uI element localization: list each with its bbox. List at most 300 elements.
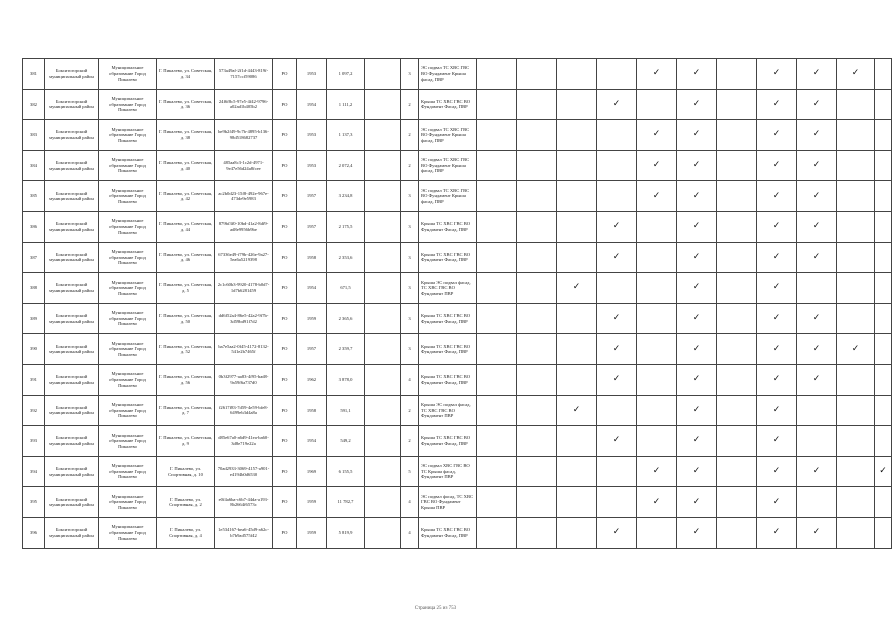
floors-cell: 4 bbox=[401, 487, 419, 518]
blank-cell bbox=[365, 426, 401, 457]
work-type-cell bbox=[797, 334, 837, 365]
check-mark-icon: ✓ bbox=[772, 343, 781, 354]
work-type-cell bbox=[677, 364, 717, 395]
fund-form-cell: РО bbox=[273, 242, 297, 273]
settlement-cell: Муниципальное образование Город Пикалево bbox=[99, 364, 157, 395]
housing-register-table bbox=[22, 58, 892, 549]
build-year-cell: 1957 bbox=[297, 181, 327, 212]
district-cell: Бокситогорский муниципальный район bbox=[45, 456, 99, 487]
check-mark-icon: ✓ bbox=[612, 221, 621, 232]
area-cell: 3 234,8 bbox=[327, 181, 365, 212]
work-type-cell bbox=[557, 517, 597, 548]
settlement-cell: Муниципальное образование Город Пикалево bbox=[99, 273, 157, 304]
work-type-cell bbox=[477, 211, 517, 242]
services-cell: Крыша ТС ХВС ГВС ВО Фундамент Фасад, ПВР bbox=[419, 517, 477, 548]
area-cell: 1 097,2 bbox=[327, 59, 365, 90]
area-cell: 2 353,6 bbox=[327, 242, 365, 273]
work-type-cell bbox=[717, 273, 757, 304]
check-mark-icon: ✓ bbox=[812, 251, 821, 262]
area-cell: 6 155,5 bbox=[327, 456, 365, 487]
fund-form-cell: РО bbox=[273, 181, 297, 212]
settlement-cell: Муниципальное образование Город Пикалево bbox=[99, 181, 157, 212]
services-cell: Крыша ТС ХВС ГВС ВО Фундамент Фасад, ПВР bbox=[419, 303, 477, 334]
settlement-cell: Муниципальное образование Город Пикалево bbox=[99, 89, 157, 120]
work-type-cell bbox=[677, 395, 717, 426]
blank-cell bbox=[365, 334, 401, 365]
build-year-cell: 1969 bbox=[297, 456, 327, 487]
address-cell: Г. Пикалево, ул. Советская, д. 46 bbox=[157, 242, 215, 273]
check-mark-icon: ✓ bbox=[772, 313, 781, 324]
work-type-cell bbox=[837, 181, 875, 212]
table-row bbox=[23, 211, 892, 242]
work-type-cell bbox=[557, 334, 597, 365]
check-mark-icon: ✓ bbox=[692, 466, 701, 477]
work-type-cell bbox=[597, 59, 637, 90]
work-type-cell bbox=[677, 487, 717, 518]
work-type-cell bbox=[797, 211, 837, 242]
work-type-cell bbox=[477, 59, 517, 90]
check-mark-icon: ✓ bbox=[772, 374, 781, 385]
work-type-cell bbox=[637, 89, 677, 120]
district-cell: Бокситогорский муниципальный район bbox=[45, 426, 99, 457]
work-type-cell bbox=[557, 211, 597, 242]
floors-cell: 2 bbox=[401, 426, 419, 457]
fund-form-cell: РО bbox=[273, 395, 297, 426]
work-type-cell bbox=[757, 181, 797, 212]
work-type-cell bbox=[677, 211, 717, 242]
check-mark-icon: ✓ bbox=[772, 160, 781, 171]
area-cell: 11 782,7 bbox=[327, 487, 365, 518]
row-number-cell: 384 bbox=[23, 150, 45, 181]
work-type-cell bbox=[797, 59, 837, 90]
check-mark-icon: ✓ bbox=[772, 251, 781, 262]
house-guid-cell: ba7e5aa2-0f45-4172-8132-541e2b7465f bbox=[215, 334, 273, 365]
blank-cell bbox=[365, 517, 401, 548]
settlement-cell: Муниципальное образование Город Пикалево bbox=[99, 120, 157, 151]
work-type-cell bbox=[597, 181, 637, 212]
work-type-cell bbox=[557, 120, 597, 151]
check-mark-icon: ✓ bbox=[812, 160, 821, 171]
work-type-cell bbox=[797, 242, 837, 273]
work-type-cell bbox=[637, 426, 677, 457]
check-mark-icon: ✓ bbox=[692, 68, 701, 79]
address-cell: Г. Пикалево, ул. Советская, д. 52 bbox=[157, 334, 215, 365]
services-cell: Крыша ТС ХВС ГВС ВО Фундамент Фасад, ПВР bbox=[419, 211, 477, 242]
address-cell: Г. Пикалево, ул. Спортивная, д. 10 bbox=[157, 456, 215, 487]
check-mark-icon: ✓ bbox=[692, 129, 701, 140]
floors-cell: 2 bbox=[401, 150, 419, 181]
work-type-cell bbox=[837, 59, 875, 90]
house-guid-cell: 24f6f8c5-97e5-4f42-9796-a02ad1b405b2 bbox=[215, 89, 273, 120]
work-type-cell bbox=[477, 334, 517, 365]
district-cell: Бокситогорский муниципальный район bbox=[45, 181, 99, 212]
services-cell: ЭС подвал ТС ХВС ГВС ВО Фундамент Крыша фасад, ПВР bbox=[419, 59, 477, 90]
work-type-cell bbox=[717, 242, 757, 273]
house-guid-cell: e0f4a6ba-c6b7-44da-a193-8b2664f6573c bbox=[215, 487, 273, 518]
floors-cell: 5 bbox=[401, 456, 419, 487]
work-type-cell bbox=[557, 59, 597, 90]
services-cell: Крыша ТС ХВС ГВС ВО Фундамент Фасад, ПВР bbox=[419, 242, 477, 273]
row-number-cell: 391 bbox=[23, 364, 45, 395]
work-type-cell bbox=[757, 303, 797, 334]
check-mark-icon: ✓ bbox=[772, 496, 781, 507]
work-type-cell bbox=[875, 334, 892, 365]
floors-cell: 3 bbox=[401, 273, 419, 304]
work-type-cell bbox=[597, 456, 637, 487]
check-mark-icon: ✓ bbox=[612, 343, 621, 354]
work-type-cell bbox=[875, 120, 892, 151]
blank-cell bbox=[365, 303, 401, 334]
work-type-cell bbox=[677, 120, 717, 151]
work-type-cell bbox=[597, 426, 637, 457]
check-mark-icon: ✓ bbox=[812, 374, 821, 385]
check-mark-icon: ✓ bbox=[652, 160, 661, 171]
work-type-cell bbox=[637, 120, 677, 151]
row-number-cell: 387 bbox=[23, 242, 45, 273]
work-type-cell bbox=[757, 334, 797, 365]
settlement-cell: Муниципальное образование Город Пикалево bbox=[99, 487, 157, 518]
blank-cell bbox=[365, 120, 401, 151]
services-cell: ЭС подвал ТС ХВС ГВС ВО Фундамент Крыша фасад, ПВР bbox=[419, 120, 477, 151]
work-type-cell bbox=[757, 517, 797, 548]
work-type-cell bbox=[637, 456, 677, 487]
work-type-cell bbox=[717, 395, 757, 426]
work-type-cell bbox=[517, 59, 557, 90]
table-row bbox=[23, 334, 892, 365]
blank-cell bbox=[365, 150, 401, 181]
work-type-cell bbox=[477, 150, 517, 181]
row-number-cell: 383 bbox=[23, 120, 45, 151]
page-number-footer: Страница 25 из 753 bbox=[414, 606, 457, 611]
floors-cell: 2 bbox=[401, 395, 419, 426]
floors-cell: 2 bbox=[401, 89, 419, 120]
check-mark-icon: ✓ bbox=[652, 466, 661, 477]
table-row bbox=[23, 517, 892, 548]
area-cell: 591,1 bbox=[327, 395, 365, 426]
work-type-cell bbox=[837, 517, 875, 548]
floors-cell: 3 bbox=[401, 59, 419, 90]
work-type-cell bbox=[477, 456, 517, 487]
table-row bbox=[23, 89, 892, 120]
work-type-cell bbox=[637, 395, 677, 426]
services-cell: ЭС подвал ТС ХВС ГВС ВО Фундамент Крыша фасад, ПВР bbox=[419, 150, 477, 181]
check-mark-icon: ✓ bbox=[772, 527, 781, 538]
work-type-cell bbox=[637, 334, 677, 365]
work-type-cell bbox=[597, 273, 637, 304]
house-guid-cell: 0b3f2977-aa83-4f95-bad8-9a59f6a737d0 bbox=[215, 364, 273, 395]
work-type-cell bbox=[717, 517, 757, 548]
work-type-cell bbox=[717, 150, 757, 181]
work-type-cell bbox=[677, 303, 717, 334]
work-type-cell bbox=[757, 150, 797, 181]
work-type-cell bbox=[757, 211, 797, 242]
address-cell: Г. Пикалево, ул. Спортивная, д. 4 bbox=[157, 517, 215, 548]
work-type-cell bbox=[837, 487, 875, 518]
address-cell: Г. Пикалево, ул. Советская, д. 36 bbox=[157, 89, 215, 120]
house-guid-cell: 879bf3f0-10bd-41a2-8df9-ad8e9956b9be bbox=[215, 211, 273, 242]
work-type-cell bbox=[557, 395, 597, 426]
work-type-cell bbox=[477, 517, 517, 548]
work-type-cell bbox=[597, 89, 637, 120]
house-guid-cell: 70ad2933-3069-4157-a901-e4194b0d6530 bbox=[215, 456, 273, 487]
floors-cell: 4 bbox=[401, 517, 419, 548]
work-type-cell bbox=[797, 364, 837, 395]
blank-cell bbox=[365, 364, 401, 395]
address-cell: Г. Пикалево, ул. Советская, д. 7 bbox=[157, 395, 215, 426]
house-guid-cell: 1e534167-bea6-45d9-a62c-b7b9ad575f42 bbox=[215, 517, 273, 548]
house-guid-cell: dd6f52a4-86e5-42a2-9f7b-3d59bd91f7d2 bbox=[215, 303, 273, 334]
floors-cell: 3 bbox=[401, 303, 419, 334]
check-mark-icon: ✓ bbox=[572, 404, 581, 415]
settlement-cell: Муниципальное образование Город Пикалево bbox=[99, 303, 157, 334]
address-cell: Г. Пикалево, ул. Советская, д. 34 bbox=[157, 59, 215, 90]
address-cell: Г. Пикалево, ул. Советская, д. 42 bbox=[157, 181, 215, 212]
blank-cell bbox=[365, 89, 401, 120]
work-type-cell bbox=[677, 59, 717, 90]
settlement-cell: Муниципальное образование Город Пикалево bbox=[99, 242, 157, 273]
settlement-cell: Муниципальное образование Город Пикалево bbox=[99, 517, 157, 548]
check-mark-icon: ✓ bbox=[692, 160, 701, 171]
check-mark-icon: ✓ bbox=[851, 343, 860, 354]
work-type-cell bbox=[517, 181, 557, 212]
build-year-cell: 1953 bbox=[297, 59, 327, 90]
area-cell: 2 359,7 bbox=[327, 334, 365, 365]
floors-cell: 3 bbox=[401, 181, 419, 212]
check-mark-icon: ✓ bbox=[772, 129, 781, 140]
fund-form-cell: РО bbox=[273, 89, 297, 120]
work-type-cell bbox=[875, 273, 892, 304]
check-mark-icon: ✓ bbox=[612, 313, 621, 324]
check-mark-icon: ✓ bbox=[812, 98, 821, 109]
floors-cell: 3 bbox=[401, 242, 419, 273]
services-cell: Крыша ТС ХВС ГВС ВО Фундамент Фасад, ПВР bbox=[419, 334, 477, 365]
work-type-cell bbox=[557, 181, 597, 212]
work-type-cell bbox=[557, 150, 597, 181]
work-type-cell bbox=[717, 426, 757, 457]
work-type-cell bbox=[557, 303, 597, 334]
work-type-cell bbox=[477, 89, 517, 120]
work-type-cell bbox=[717, 364, 757, 395]
check-mark-icon: ✓ bbox=[692, 221, 701, 232]
table-row bbox=[23, 181, 892, 212]
services-cell: ЭС подвал фасад, ТС ХВС ГВС ВО Фундамент Крыша ПВР bbox=[419, 487, 477, 518]
services-cell: Крыша ЭС подвал фасад, ТС ХВС ГВС ВО Фундамент ПВР bbox=[419, 273, 477, 304]
check-mark-icon: ✓ bbox=[772, 282, 781, 293]
house-guid-cell: be9b2f49-9c7b-4895-b136-98d518682737 bbox=[215, 120, 273, 151]
work-type-cell bbox=[597, 120, 637, 151]
check-mark-icon: ✓ bbox=[772, 190, 781, 201]
check-mark-icon: ✓ bbox=[612, 98, 621, 109]
address-cell: Г. Пикалево, ул. Спортивная, д. 2 bbox=[157, 487, 215, 518]
build-year-cell: 1953 bbox=[297, 150, 327, 181]
work-type-cell bbox=[717, 120, 757, 151]
work-type-cell bbox=[477, 303, 517, 334]
work-type-cell bbox=[597, 334, 637, 365]
work-type-cell bbox=[757, 59, 797, 90]
check-mark-icon: ✓ bbox=[692, 190, 701, 201]
work-type-cell bbox=[637, 273, 677, 304]
settlement-cell: Муниципальное образование Город Пикалево bbox=[99, 211, 157, 242]
district-cell: Бокситогорский муниципальный район bbox=[45, 120, 99, 151]
check-mark-icon: ✓ bbox=[692, 282, 701, 293]
area-cell: 3 878,0 bbox=[327, 364, 365, 395]
check-mark-icon: ✓ bbox=[652, 129, 661, 140]
fund-form-cell: РО bbox=[273, 59, 297, 90]
work-type-cell bbox=[637, 517, 677, 548]
work-type-cell bbox=[677, 150, 717, 181]
check-mark-icon: ✓ bbox=[812, 466, 821, 477]
fund-form-cell: РО bbox=[273, 150, 297, 181]
work-type-cell bbox=[517, 89, 557, 120]
address-cell: Г. Пикалево, ул. Советская, д. 9 bbox=[157, 426, 215, 457]
row-number-cell: 392 bbox=[23, 395, 45, 426]
build-year-cell: 1958 bbox=[297, 242, 327, 273]
table-row bbox=[23, 487, 892, 518]
check-mark-icon: ✓ bbox=[692, 496, 701, 507]
work-type-cell bbox=[797, 517, 837, 548]
work-type-cell bbox=[757, 120, 797, 151]
build-year-cell: 1959 bbox=[297, 487, 327, 518]
work-type-cell bbox=[637, 487, 677, 518]
blank-cell bbox=[365, 456, 401, 487]
work-type-cell bbox=[637, 211, 677, 242]
work-type-cell bbox=[677, 242, 717, 273]
check-mark-icon: ✓ bbox=[772, 404, 781, 415]
fund-form-cell: РО bbox=[273, 487, 297, 518]
work-type-cell bbox=[637, 303, 677, 334]
work-type-cell bbox=[717, 59, 757, 90]
check-mark-icon: ✓ bbox=[812, 68, 821, 79]
work-type-cell bbox=[717, 211, 757, 242]
district-cell: Бокситогорский муниципальный район bbox=[45, 242, 99, 273]
floors-cell: 2 bbox=[401, 120, 419, 151]
area-cell: 2 175,5 bbox=[327, 211, 365, 242]
work-type-cell bbox=[875, 89, 892, 120]
fund-form-cell: РО bbox=[273, 456, 297, 487]
work-type-cell bbox=[477, 395, 517, 426]
address-cell: Г. Пикалево, ул. Советская, д. 44 bbox=[157, 211, 215, 242]
work-type-cell bbox=[517, 303, 557, 334]
district-cell: Бокситогорский муниципальный район bbox=[45, 59, 99, 90]
row-number-cell: 394 bbox=[23, 456, 45, 487]
work-type-cell bbox=[517, 426, 557, 457]
work-type-cell bbox=[717, 334, 757, 365]
district-cell: Бокситогорский муниципальный район bbox=[45, 364, 99, 395]
address-cell: Г. Пикалево, ул. Советская, д. 40 bbox=[157, 150, 215, 181]
work-type-cell bbox=[837, 211, 875, 242]
work-type-cell bbox=[837, 456, 875, 487]
row-number-cell: 390 bbox=[23, 334, 45, 365]
build-year-cell: 1953 bbox=[297, 120, 327, 151]
row-number-cell: 396 bbox=[23, 517, 45, 548]
address-cell: Г. Пикалево, ул. Советская, д. 5 bbox=[157, 273, 215, 304]
blank-cell bbox=[365, 211, 401, 242]
work-type-cell bbox=[797, 456, 837, 487]
district-cell: Бокситогорский муниципальный район bbox=[45, 334, 99, 365]
check-mark-icon: ✓ bbox=[692, 374, 701, 385]
work-type-cell bbox=[557, 426, 597, 457]
check-mark-icon: ✓ bbox=[812, 527, 821, 538]
district-cell: Бокситогорский муниципальный район bbox=[45, 517, 99, 548]
work-type-cell bbox=[677, 334, 717, 365]
work-type-cell bbox=[557, 456, 597, 487]
work-type-cell bbox=[517, 364, 557, 395]
fund-form-cell: РО bbox=[273, 364, 297, 395]
work-type-cell bbox=[477, 364, 517, 395]
area-cell: 671,5 bbox=[327, 273, 365, 304]
work-type-cell bbox=[517, 120, 557, 151]
work-type-cell bbox=[597, 150, 637, 181]
services-cell: Крыша ТС ХВС ГВС ВО Фундамент Фасад, ПВР bbox=[419, 89, 477, 120]
table-row bbox=[23, 456, 892, 487]
work-type-cell bbox=[837, 334, 875, 365]
work-type-cell bbox=[557, 273, 597, 304]
work-type-cell bbox=[517, 273, 557, 304]
services-cell: Крыша ЭС подвал фасад, ТС ХВС ГВС ВО Фундамент ПВР bbox=[419, 395, 477, 426]
address-cell: Г. Пикалево, ул. Советская, д. 56 bbox=[157, 364, 215, 395]
fund-form-cell: РО bbox=[273, 211, 297, 242]
house-guid-cell: 2c1c60b3-9920-4178-b0d7-1d7b6281459 bbox=[215, 273, 273, 304]
settlement-cell: Муниципальное образование Город Пикалево bbox=[99, 59, 157, 90]
services-cell: ЭС подвал ХВС ГВС ВО ТС Крыша фасад, Фундамент ПВР bbox=[419, 456, 477, 487]
address-cell: Г. Пикалево, ул. Советская, д. 38 bbox=[157, 120, 215, 151]
work-type-cell bbox=[517, 395, 557, 426]
table-row bbox=[23, 395, 892, 426]
build-year-cell: 1957 bbox=[297, 334, 327, 365]
blank-cell bbox=[365, 59, 401, 90]
check-mark-icon: ✓ bbox=[692, 435, 701, 446]
house-guid-cell: d85e67a0-a6d9-41ea-ba60-3d8e719e22a bbox=[215, 426, 273, 457]
build-year-cell: 1959 bbox=[297, 517, 327, 548]
work-type-cell bbox=[797, 426, 837, 457]
work-type-cell bbox=[677, 89, 717, 120]
work-type-cell bbox=[557, 242, 597, 273]
work-type-cell bbox=[597, 211, 637, 242]
row-number-cell: 395 bbox=[23, 487, 45, 518]
check-mark-icon: ✓ bbox=[652, 68, 661, 79]
area-cell: 549,2 bbox=[327, 426, 365, 457]
work-type-cell bbox=[757, 456, 797, 487]
services-cell: Крыша ТС ХВС ГВС ВО Фундамент Фасад, ПВР bbox=[419, 364, 477, 395]
work-type-cell bbox=[637, 181, 677, 212]
work-type-cell bbox=[797, 395, 837, 426]
work-type-cell bbox=[797, 273, 837, 304]
check-mark-icon: ✓ bbox=[812, 190, 821, 201]
check-mark-icon: ✓ bbox=[572, 282, 581, 293]
check-mark-icon: ✓ bbox=[612, 374, 621, 385]
blank-cell bbox=[365, 395, 401, 426]
work-type-cell bbox=[797, 150, 837, 181]
work-type-cell bbox=[637, 242, 677, 273]
work-type-cell bbox=[557, 487, 597, 518]
check-mark-icon: ✓ bbox=[772, 221, 781, 232]
check-mark-icon: ✓ bbox=[772, 68, 781, 79]
house-guid-cell: 573a49af-2f1d-4443-819f-7157ccf59086 bbox=[215, 59, 273, 90]
work-type-cell bbox=[477, 181, 517, 212]
work-type-cell bbox=[717, 487, 757, 518]
work-type-cell bbox=[875, 303, 892, 334]
fund-form-cell: РО bbox=[273, 517, 297, 548]
work-type-cell bbox=[757, 364, 797, 395]
table-row bbox=[23, 273, 892, 304]
work-type-cell bbox=[757, 273, 797, 304]
work-type-cell bbox=[557, 89, 597, 120]
work-type-cell bbox=[837, 150, 875, 181]
build-year-cell: 1962 bbox=[297, 364, 327, 395]
settlement-cell: Муниципальное образование Город Пикалево bbox=[99, 426, 157, 457]
blank-cell bbox=[365, 242, 401, 273]
fund-form-cell: РО bbox=[273, 273, 297, 304]
